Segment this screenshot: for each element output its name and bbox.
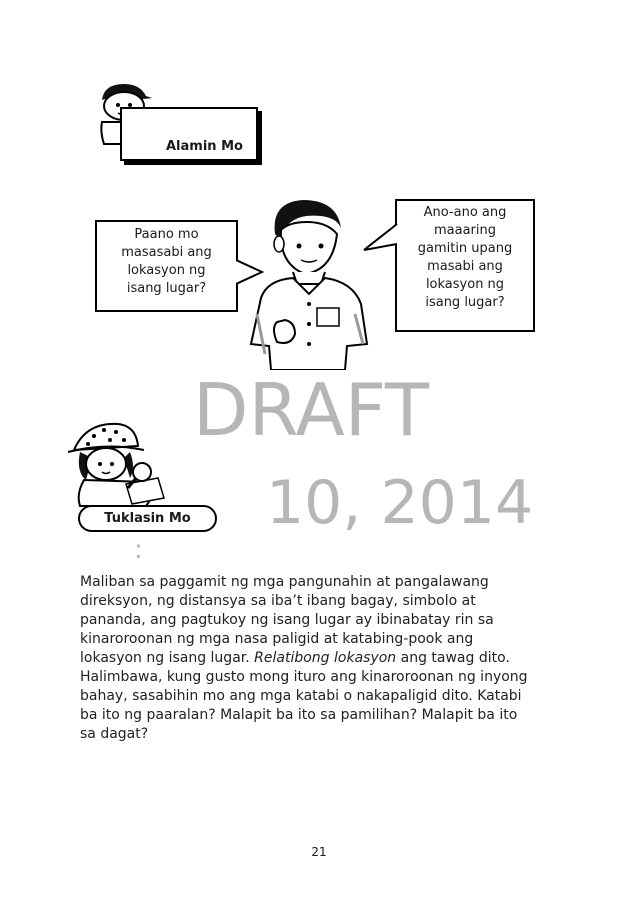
page-number: 21: [311, 845, 327, 859]
body-line: bahay, sasabihin mo ang mga katabi o nakapaligid dito. Katabi: [80, 688, 522, 704]
watermark-fragment: :: [134, 535, 143, 565]
tuklasin-girl-illustration: [66, 418, 176, 508]
body-text-run: ang tawag dito.: [396, 650, 510, 666]
body-line: sa dagat?: [80, 726, 149, 742]
body-line: Maliban sa paggamit ng mga pangunahin at pangalawang: [80, 574, 489, 590]
alamin-mo-label: Alamin Mo: [166, 139, 243, 154]
body-line: ba ito ng paaralan? Malapit ba ito sa pamilihan? Malapit ba ito: [80, 707, 518, 723]
tuklasin-mo-label: Tuklasin Mo: [104, 511, 191, 526]
watermark-date: 10, 2014: [266, 468, 534, 538]
body-line: pananda, ang pagtukoy ng isang lugar ay ibinabatay rin sa: [80, 612, 494, 628]
body-line: Halimbawa, kung gusto mong ituro ang kinaroroonan ng inyong: [80, 669, 528, 685]
speech-bubble-left: Paano mo masasabi ang lokasyon ng isang lugar?: [95, 220, 238, 312]
body-line: [80, 649, 550, 668]
tuklasin-mo-banner: [78, 505, 217, 532]
body-line: kinaroroonan ng mga nasa paligid at katabing-pook ang: [80, 631, 474, 647]
body-paragraph: [80, 573, 550, 744]
watermark-draft: DRAFT: [193, 368, 429, 452]
thinking-boy-illustration: [237, 194, 377, 370]
emphasized-term: Relatibong lokasyon: [254, 650, 397, 666]
speech-bubble-right: Ano-ano ang maaaring gamitin upang masabi ang lokasyon ng isang lugar?: [395, 199, 535, 332]
alamin-mo-banner: [120, 107, 258, 161]
body-text-run: lokasyon ng isang lugar.: [80, 650, 255, 666]
body-line: direksyon, ng distansya sa iba’t ibang bagay, simbolo at: [80, 593, 476, 609]
